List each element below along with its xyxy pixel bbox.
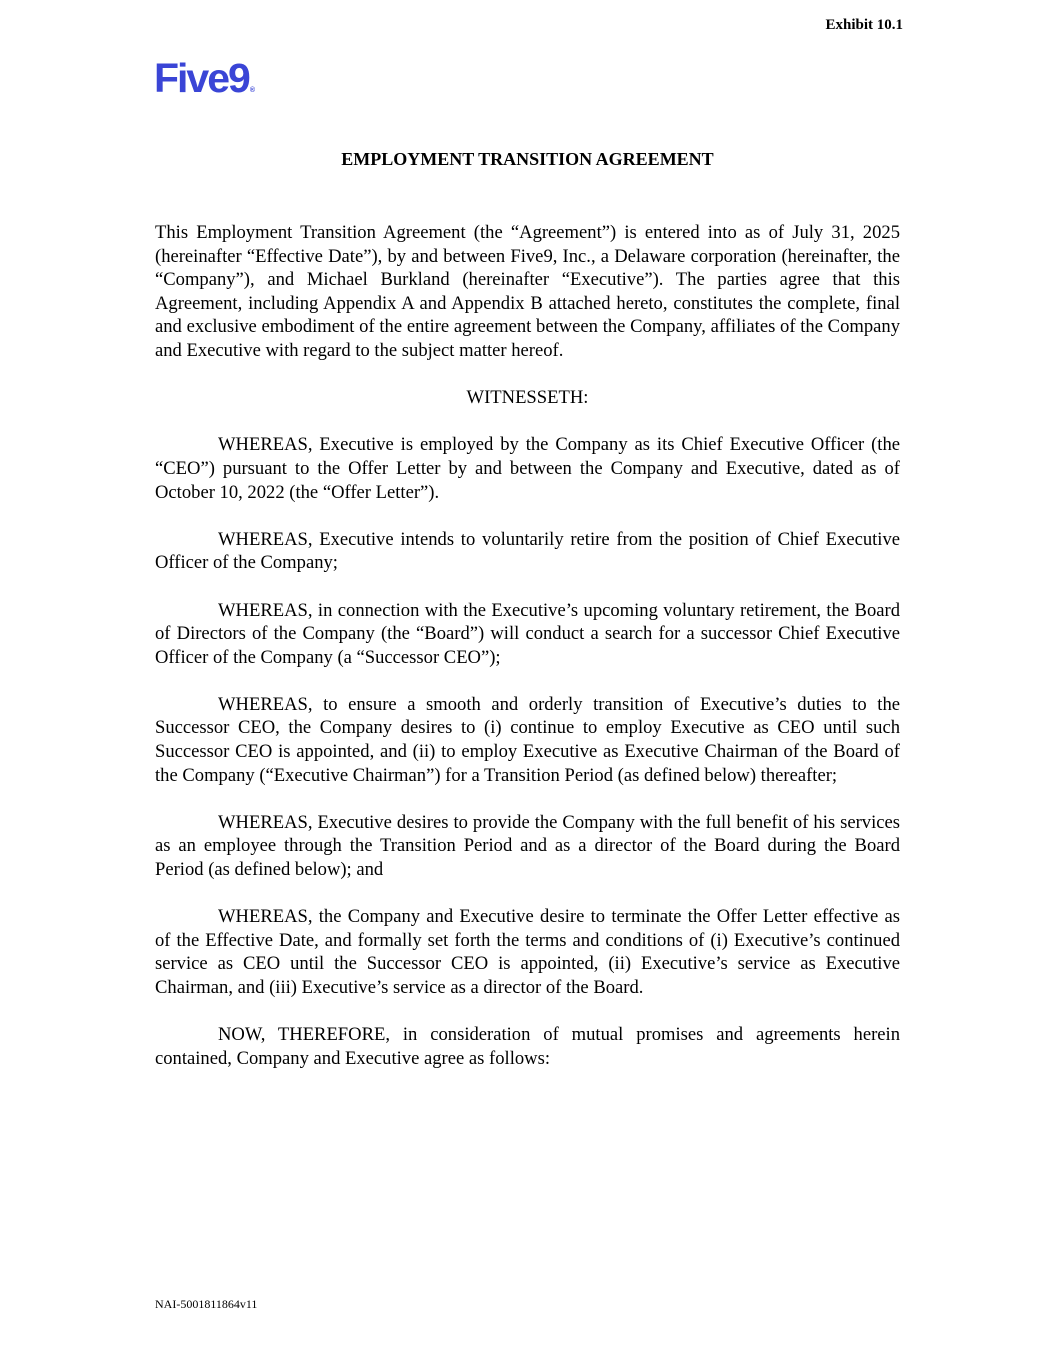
whereas-paragraph-1: WHEREAS, Executive is employed by the Company as its Chief Executive Officer (the “CEO”) pursuant to the Offer Letter by and between the Company and Executive, dated as of October 10, 2022 (the “Offer Letter”). — [155, 434, 900, 503]
intro-paragraph: This Employment Transition Agreement (the “Agreement”) is entered into as of July 31, 2025 (hereinafter “Effective Date”), by and between Five9, Inc., a Delaware corporation (hereinafter, the “Company”), and Michael Burkland (hereinafter “Executive”). The parties agree that this Agreement, including Appendix A and Appendix B attached hereto, constitutes the complete, final and exclusive embodiment of the entire agreement between the Company, affiliates of the Company and Executive with regard to the subject matter hereof. — [155, 222, 900, 361]
logo-text: Five9 — [154, 55, 249, 101]
whereas-paragraph-6: WHEREAS, the Company and Executive desire to terminate the Offer Letter effective as of the Effective Date, and formally set forth the terms and conditions of (i) Executive’s continued service as CEO until the Successor CEO is appointed, (ii) Executive’s service as Executive Chairman, and (iii) Executive’s service as a director of the Board. — [155, 906, 900, 998]
exhibit-label: Exhibit 10.1 — [825, 17, 903, 33]
whereas-paragraph-2: WHEREAS, Executive intends to voluntarily retire from the position of Chief Executive Officer of the Company; — [155, 528, 900, 574]
whereas-paragraph-4: WHEREAS, to ensure a smooth and orderly transition of Executive’s duties to the Successor CEO, the Company desires to (i) continue to employ Executive as CEO until such Successor CEO is appointed, and (ii) to employ Executive as Executive Chairman of the Board of the Company (“Executive Chairman”) for a Transition Period (as defined below) thereafter; — [155, 693, 900, 786]
five9-logo — [154, 55, 256, 101]
document-body — [155, 221, 900, 1094]
therefore-paragraph: NOW, THEREFORE, in consideration of mutual promises and agreements herein contained, Company and Executive agree as follows: — [155, 1024, 900, 1069]
registered-mark: ® — [249, 87, 256, 94]
document-title: EMPLOYMENT TRANSITION AGREEMENT — [341, 149, 714, 169]
whereas-paragraph-5: WHEREAS, Executive desires to provide the Company with the full benefit of his services as an employee through the Transition Period and as a director of the Board during the Board Period (as defined below); and — [155, 811, 900, 881]
document-id-footer: NAI-5001811864v11 — [155, 1297, 258, 1311]
whereas-paragraph-3: WHEREAS, in connection with the Executive’s upcoming voluntary retirement, the Board of Directors of the Company (the “Board”) will conduct a search for a successor Chief Executive Officer of the Company (a “Successor CEO”); — [155, 599, 900, 668]
witnesseth-heading: WITNESSETH: — [466, 387, 589, 409]
